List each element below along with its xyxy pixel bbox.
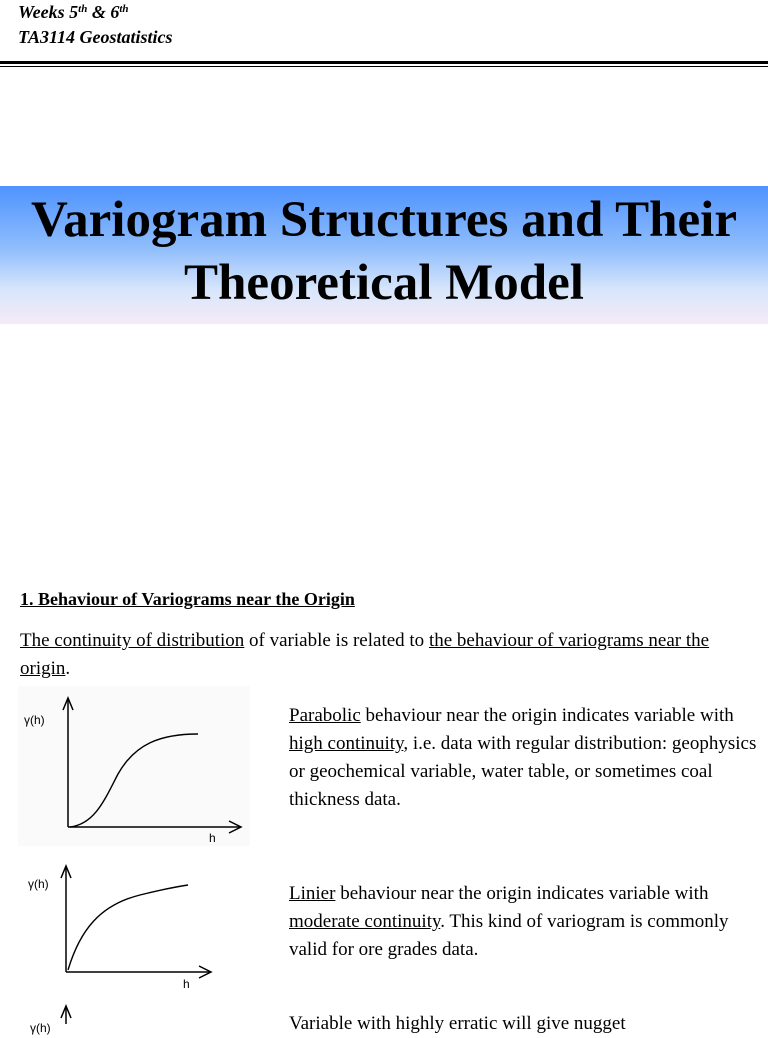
description-linear: Linier behaviour near the origin indicates variable with moderate continuity. This kind of variogram is commonly valid for ore grades data.	[289, 883, 729, 960]
page-title	[0, 189, 768, 315]
course-label: TA3114 Geostatistics	[18, 27, 173, 47]
description-parabolic: Parabolic behaviour near the origin indicates variable with high continuity, i.e. data with regular distribution: geophysics or geochemical variable, water table, or sometimes coal thickness data.	[289, 705, 757, 810]
description-partial: Variable with highly erratic will give nugget	[289, 1013, 626, 1034]
header-rule-thick	[0, 61, 768, 64]
variogram-figure-linear	[0, 860, 230, 995]
page-header	[18, 0, 173, 50]
header-rule-thin	[0, 66, 768, 67]
figure-1-x-label: h	[209, 831, 216, 845]
title-line-1: Variogram Structures and Their	[31, 192, 737, 248]
figure-1-y-label: γ(h)	[24, 713, 45, 727]
figure-2-y-label: γ(h)	[28, 877, 49, 891]
title-line-2: Theoretical Model	[184, 255, 584, 311]
variogram-figure-parabolic	[0, 684, 260, 854]
section-heading: 1. Behaviour of Variograms near the Origin	[20, 589, 355, 609]
weeks-label: Weeks 5th & 6th	[18, 2, 129, 22]
variogram-figure-partial	[0, 1000, 120, 1035]
figure-2-x-label: h	[183, 977, 190, 991]
figure-3-y-label: γ(h)	[30, 1021, 51, 1035]
intro-paragraph: The continuity of distribution of variable is related to the behaviour of variograms near the origin.	[20, 630, 710, 679]
